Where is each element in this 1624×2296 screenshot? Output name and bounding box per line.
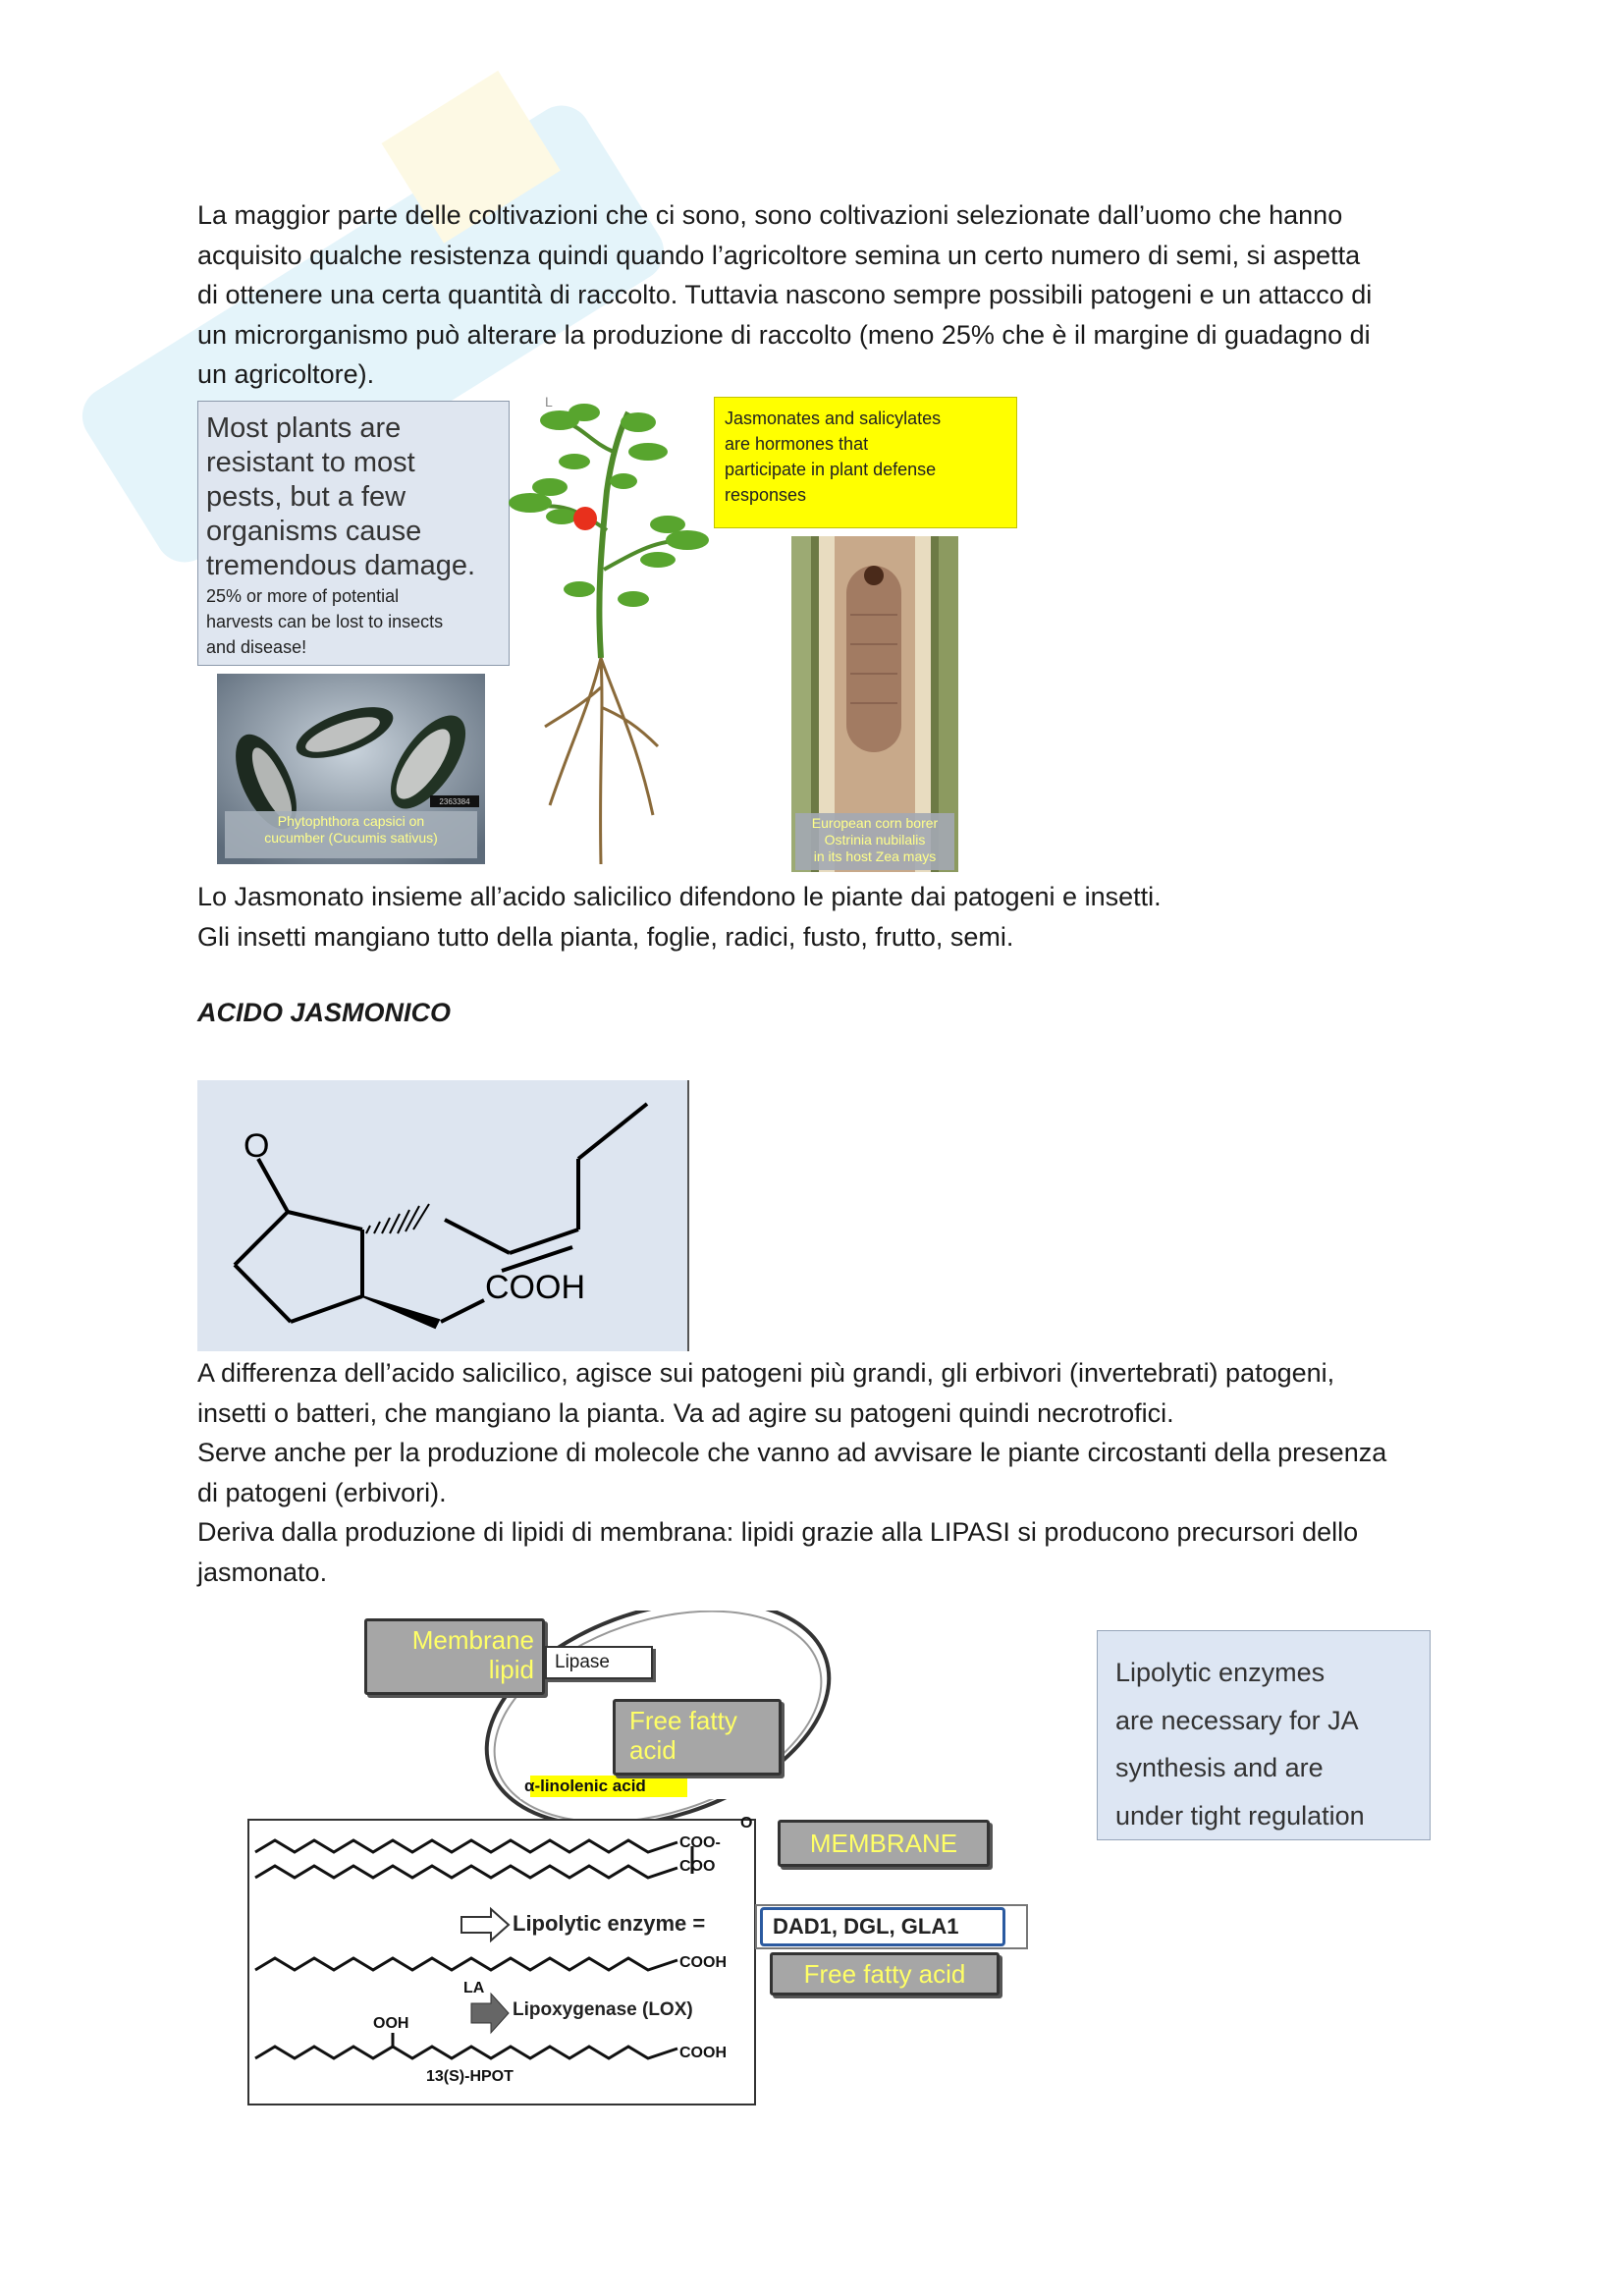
- panel-line: synthesis and are: [1115, 1753, 1324, 1782]
- ooh-label: OOH: [373, 2015, 409, 2032]
- panel-line: under tight regulation: [1115, 1800, 1365, 1831]
- text-line: A differenza dell’acido salicilico, agisce sui patogeni più grandi, gli erbivori (invertebrati) patogeni,: [197, 1358, 1335, 1388]
- resistance-info-box: [197, 401, 510, 666]
- enzymes-box: DAD1, DGL, GLA1: [760, 1907, 1005, 1946]
- panel-line: are necessary for JA: [1115, 1705, 1359, 1735]
- panel-line: Lipolytic enzymes: [1115, 1658, 1326, 1687]
- text-line: Deriva dalla produzione di lipidi di membrana: lipidi grazie alla LIPASI si producono precursori dello: [197, 1517, 1359, 1547]
- text-line: La maggior parte delle coltivazioni che ci sono, sono coltivazioni selezionate dall’uomo che hanno: [197, 200, 1343, 230]
- free-fatty-acid-tag: Free fatty acid: [770, 1952, 1000, 1995]
- paragraph-intro: [197, 195, 1444, 395]
- paragraph-jasmonate: [197, 877, 1444, 957]
- corn-borer-caption: European corn borer Ostrinia nubilalis in its host Zea mays: [811, 815, 939, 864]
- section-heading: ACIDO JASMONICO: [197, 998, 452, 1027]
- resistance-big-text: Most plants are resistant to most pests, but a few organisms cause tremendous damage.: [206, 412, 476, 581]
- text-line: jasmonato.: [197, 1557, 328, 1587]
- jasmonic-acid-structure: [197, 1080, 689, 1351]
- text-line: insetti o batteri, che mangiano la pianta. Va ad agire su patogeni quindi necrotrofici.: [197, 1397, 1174, 1428]
- text-line: Lo Jasmonato insieme all’acido salicilico difendono le piante dai patogeni e insetti.: [197, 882, 1162, 911]
- plant-illustration: [491, 393, 746, 879]
- corn-borer-photo: [791, 536, 958, 872]
- text-line: di patogeni (erbivori).: [197, 1477, 447, 1507]
- hormones-callout: Jasmonates and salicylates are hormones that participate in plant defense responses: [714, 397, 1017, 528]
- coo-label: COO: [679, 1858, 716, 1875]
- cooh-label-2: COOH: [679, 2045, 727, 2061]
- photo-tag: 2363384: [439, 797, 470, 806]
- lipolytic-enzymes-panel: [1097, 1630, 1431, 1840]
- membrane-tag: MEMBRANE: [778, 1820, 990, 1867]
- text-line: un microrganismo può alterare la produzione di raccolto (meno 25% che è il margine di guadagno di: [197, 319, 1371, 350]
- la-label: LA: [463, 1980, 485, 1996]
- paragraph-function: [197, 1353, 1444, 1592]
- resistance-small-text: 25% or more of potential harvests can be lost to insects and disease!: [206, 586, 444, 657]
- lipolysis-diagram: [196, 1611, 1041, 2111]
- text-line: di ottenere una certa quantità di raccolto. Tuttavia nascono sempre possibili patogeni e un attacco di: [197, 280, 1373, 309]
- lipase-box: Lipase: [545, 1646, 653, 1679]
- coo-minus-label: COO-: [679, 1834, 721, 1851]
- o-mark-label: O: [740, 1815, 753, 1831]
- linolenic-acid-label: α-linolenic acid: [524, 1777, 646, 1795]
- membrane-lipid-box: Membrane lipid: [364, 1618, 545, 1695]
- text-line: Serve anche per la produzione di molecole che vanno ad avvisare le piante circostanti della presenza: [197, 1438, 1387, 1467]
- cooh-label-1: COOH: [679, 1954, 727, 1971]
- text-line: acquisito qualche resistenza quindi quando l’agricoltore semina un certo numero di semi, si aspetta: [197, 240, 1361, 270]
- text-line: un agricoltore).: [197, 359, 375, 389]
- cucumber-photo: [217, 674, 485, 864]
- cucumber-caption: Phytophthora capsici on cucumber (Cucumis sativus): [264, 813, 438, 846]
- hpot-label: 13(S)-HPOT: [426, 2068, 514, 2085]
- oxygen-label: O: [244, 1127, 270, 1165]
- plant-marker: L: [545, 394, 553, 410]
- acid-label: COOH: [485, 1269, 585, 1306]
- free-fatty-acid-box: Free fatty acid: [613, 1699, 782, 1776]
- lox-label: Lipoxygenase (LOX): [513, 1999, 693, 2020]
- molecule-drawing: [197, 1080, 687, 1351]
- text-line: Gli insetti mangiano tutto della pianta, foglie, radici, fusto, frutto, semi.: [197, 921, 1014, 952]
- lipolytic-enzyme-label: Lipolytic enzyme =: [513, 1911, 706, 1936]
